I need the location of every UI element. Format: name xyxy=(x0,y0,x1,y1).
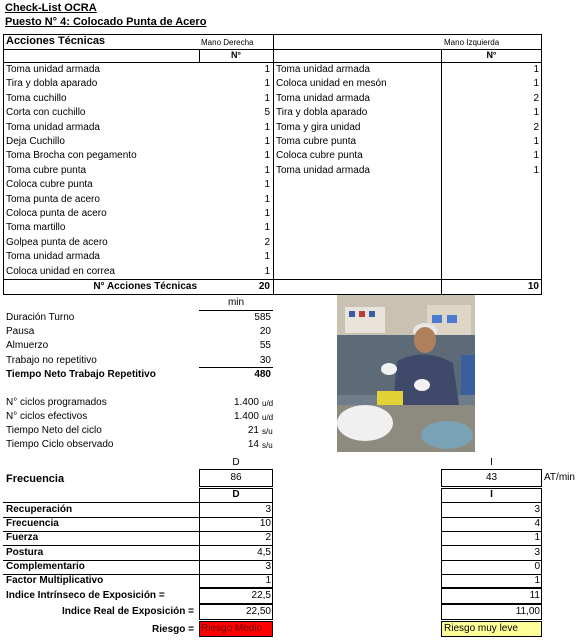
factor-d-value: 3 xyxy=(265,560,271,572)
num-header-right: N° xyxy=(230,50,242,60)
right-action-label: Golpea punta de acero xyxy=(6,236,108,248)
factor-i-value: 4 xyxy=(534,518,540,530)
factor-i-value: 3 xyxy=(534,546,540,558)
freq-i-header: I xyxy=(490,457,493,468)
right-action-count: 1 xyxy=(264,78,270,90)
num-header-left: N° xyxy=(486,50,497,60)
intrinsic-label: Indice Intrínseco de Exposición = xyxy=(6,590,165,601)
right-action-label: Toma cubre punta xyxy=(6,164,87,176)
right-action-count: 1 xyxy=(264,64,270,75)
factors-d-header: D xyxy=(232,489,240,500)
right-action-count: 1 xyxy=(264,222,270,234)
left-action-count: 1 xyxy=(533,78,539,90)
right-action-label: Toma unidad armada xyxy=(6,121,100,133)
cycle-unit: u/d xyxy=(262,413,274,422)
worker-photo-illustration xyxy=(337,295,475,452)
cycle-value: 14 xyxy=(247,439,259,450)
time-label: Trabajo no repetitivo xyxy=(6,354,97,366)
time-value: 30 xyxy=(259,354,271,366)
right-action-label: Coloca cubre punta xyxy=(6,179,93,191)
right-action-count: 1 xyxy=(264,136,270,147)
left-action-count: 1 xyxy=(533,164,539,176)
frequency-label: Frecuencia xyxy=(6,473,65,485)
right-action-count: 1 xyxy=(264,251,270,263)
intrinsic-d-value: 22,5 xyxy=(251,590,271,601)
col-izquierda-header: Mano Izquierda xyxy=(444,38,500,47)
cycle-label: Tiempo Ciclo observado xyxy=(6,439,114,450)
factor-label: Frecuencia xyxy=(6,518,59,530)
factor-label: Factor Multiplicativo xyxy=(6,575,104,586)
total-actions-label: N° Acciones Técnicas xyxy=(93,281,197,292)
right-action-label: Toma martillo xyxy=(6,222,66,234)
left-action-label: Tira y dobla aparado xyxy=(276,107,368,119)
net-time-label: Tiempo Neto Trabajo Repetitivo xyxy=(6,369,156,380)
left-action-count: 1 xyxy=(533,64,539,75)
page-title: Check-List OCRA xyxy=(5,2,97,14)
cycle-label: N° ciclos programados xyxy=(6,397,107,408)
left-action-count: 2 xyxy=(533,92,539,104)
right-action-count: 5 xyxy=(264,107,270,119)
factor-d-value: 10 xyxy=(259,518,271,530)
total-left-value: 10 xyxy=(527,281,539,292)
cycle-unit: s/u xyxy=(262,427,273,436)
left-action-label: Toma unidad armada xyxy=(276,164,370,176)
factor-label: Postura xyxy=(6,546,44,558)
freq-i-value: 43 xyxy=(485,472,498,483)
worker-photo xyxy=(337,295,475,452)
factor-i-value: 3 xyxy=(534,504,540,515)
left-action-count: 2 xyxy=(533,121,539,133)
factor-label: Recuperación xyxy=(6,504,73,515)
left-action-label: Toma unidad armada xyxy=(276,64,370,75)
right-action-count: 1 xyxy=(264,265,270,277)
left-action-label: Toma cubre punta xyxy=(276,136,357,147)
times-unit-header: min xyxy=(227,297,245,308)
cycle-label: N° ciclos efectivos xyxy=(6,411,88,422)
net-time-value: 480 xyxy=(254,369,271,380)
freq-d-header: D xyxy=(232,457,240,468)
risk-label: Riesgo = xyxy=(152,624,194,635)
right-action-label: Toma unidad armada xyxy=(6,64,100,75)
intrinsic-i-value: 11 xyxy=(529,590,540,601)
factor-label: Fuerza xyxy=(6,532,39,544)
factors-i-header: I xyxy=(490,489,493,500)
factor-d-value: 1 xyxy=(265,575,271,586)
cycle-unit: s/u xyxy=(262,441,273,450)
left-action-count: 1 xyxy=(533,150,539,162)
left-action-label: Coloca unidad en mesón xyxy=(276,78,387,90)
factor-d-value: 4,5 xyxy=(257,546,271,558)
time-label: Duración Turno xyxy=(6,312,75,323)
risk-i-value: Riesgo muy leve xyxy=(444,623,518,634)
right-action-count: 1 xyxy=(264,164,270,176)
right-action-label: Toma cuchillo xyxy=(6,92,67,104)
time-value: 55 xyxy=(259,340,271,352)
right-action-count: 1 xyxy=(264,121,270,133)
right-action-label: Toma punta de acero xyxy=(6,193,100,205)
time-label: Almuerzo xyxy=(6,340,49,352)
freq-unit: AT/min xyxy=(544,472,575,483)
right-action-label: Toma unidad armada xyxy=(6,251,100,263)
cycle-value: 21 xyxy=(247,425,259,436)
right-action-label: Tira y dobla aparado xyxy=(6,78,98,90)
time-value: 585 xyxy=(254,312,271,323)
right-action-count: 2 xyxy=(264,236,270,248)
real-label: Indice Real de Exposición = xyxy=(62,606,194,617)
factor-d-value: 3 xyxy=(265,504,271,515)
cycle-value: 1.400 xyxy=(233,397,259,408)
factor-d-value: 2 xyxy=(265,532,271,544)
factor-i-value: 0 xyxy=(534,560,540,572)
right-action-label: Corta con cuchillo xyxy=(6,107,86,119)
left-action-count: 1 xyxy=(533,107,539,119)
cycle-value: 1.400 xyxy=(233,411,259,422)
right-action-label: Toma Brocha con pegamento xyxy=(6,150,137,162)
factor-i-value: 1 xyxy=(534,532,540,544)
freq-d-value: 86 xyxy=(230,472,242,483)
divider xyxy=(273,34,274,295)
total-right-value: 20 xyxy=(258,281,270,292)
left-action-label: Toma unidad armada xyxy=(276,92,370,104)
col-acciones-header: Acciones Técnicas xyxy=(6,35,106,47)
factor-i-value: 1 xyxy=(534,575,540,586)
right-action-count: 1 xyxy=(264,208,270,219)
time-value: 20 xyxy=(259,326,271,338)
risk-d-value: Riesgo Medio xyxy=(201,623,263,634)
right-action-label: Coloca unidad en correa xyxy=(6,265,115,277)
left-action-label: Coloca cubre punta xyxy=(276,150,363,162)
real-i-value: 11,00 xyxy=(515,606,540,617)
right-action-label: Coloca punta de acero xyxy=(6,208,107,219)
left-action-count: 1 xyxy=(533,136,539,147)
cycle-unit: u/d xyxy=(262,399,274,408)
time-label: Pausa xyxy=(6,326,35,338)
real-d-value: 22,50 xyxy=(245,606,271,617)
left-action-label: Toma y gira unidad xyxy=(276,121,361,133)
factor-label: Complementario xyxy=(6,560,85,572)
right-action-count: 1 xyxy=(264,193,270,205)
cycle-label: Tiempo Neto del ciclo xyxy=(6,425,102,436)
right-action-count: 1 xyxy=(264,92,270,104)
right-action-count: 1 xyxy=(264,179,270,191)
col-derecha-header: Mano Derecha xyxy=(201,38,254,47)
right-action-label: Deja Cuchillo xyxy=(6,136,65,147)
page-subtitle: Puesto N° 4: Colocado Punta de Acero xyxy=(5,16,207,28)
right-action-count: 1 xyxy=(264,150,270,162)
